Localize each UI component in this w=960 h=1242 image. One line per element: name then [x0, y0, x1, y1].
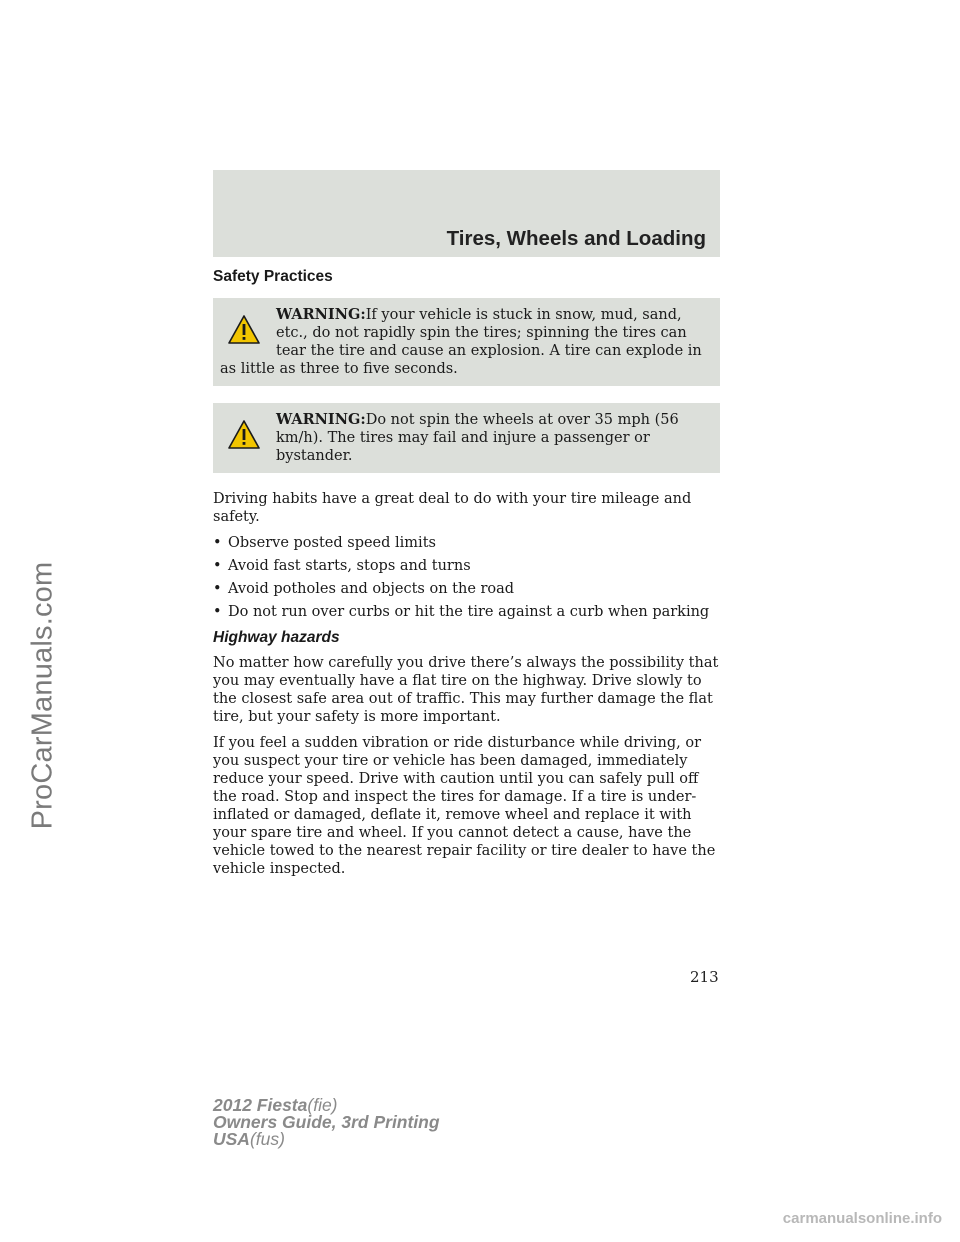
- bullet-mark: •: [213, 604, 222, 620]
- footer-model-code: (fie): [307, 1095, 338, 1115]
- warning-triangle-icon: [228, 314, 260, 346]
- list-item-text: Do not run over curbs or hit the tire against a curb when parking: [228, 604, 710, 620]
- chapter-header-band: [213, 170, 720, 257]
- chapter-title: Tires, Wheels and Loading: [446, 227, 706, 250]
- list-item-text: Avoid potholes and objects on the road: [228, 581, 515, 597]
- bottom-watermark: carmanualsonline.info: [782, 1210, 942, 1227]
- footer-line: Owners Guide, 3rd Printing: [213, 1112, 440, 1132]
- bullet-mark: •: [213, 581, 222, 597]
- list-item: [213, 603, 720, 621]
- warning-box-1: [213, 298, 720, 386]
- intro-paragraph: Driving habits have a great deal to do with your tire mileage and safety.: [213, 491, 692, 525]
- side-watermark: [22, 375, 64, 1015]
- warning-triangle-icon: [228, 419, 260, 451]
- list-item: [213, 580, 720, 598]
- footer-line: [213, 1131, 440, 1148]
- warning-text: Do not spin the wheels at over 35 mph (56 km/h). The tires may fail and injure a passenger or bystander.: [276, 412, 679, 464]
- warning-label: WARNING:: [276, 411, 366, 428]
- document-footer: [213, 1097, 440, 1148]
- body-paragraph: If you feel a sudden vibration or ride disturbance while driving, or you suspect your tire or vehicle has been damaged, immediately reduce your speed. Drive with caution until you can safely pull off the road. Stop and inspect the tires for damage. If a tire is under-inflated or damaged, deflate it, remove wheel and replace it with your spare tire and wheel. If you cannot detect a cause, have the vehicle towed to the nearest repair facility or tire dealer to have the vehicle inspected.: [213, 735, 716, 877]
- list-item: [213, 534, 720, 552]
- warning-label: WARNING:: [276, 306, 366, 323]
- warning-box-2: [213, 403, 720, 473]
- warning-text: If your vehicle is stuck in snow, mud, sand, etc., do not rapidly spin the tires; spinning the tires can tear the tire and cause an explosion. A tire can explode in as little as three to five seconds.: [220, 307, 702, 377]
- bullet-mark: •: [213, 558, 222, 574]
- section-heading: Safety Practices: [213, 268, 333, 285]
- list-item-text: Observe posted speed limits: [228, 535, 436, 551]
- driving-habits-list: [213, 534, 720, 621]
- sub-heading: Highway hazards: [213, 629, 340, 646]
- side-watermark-text: ProCarManuals.com: [26, 561, 59, 829]
- body-paragraph: No matter how carefully you drive there’s always the possibility that you may eventually have a flat tire on the highway. Drive slowly to the closest safe area out of traffic. This may further damage the flat tire, but your safety is more important.: [213, 655, 719, 725]
- page-content: [213, 268, 720, 886]
- bullet-mark: •: [213, 535, 222, 551]
- list-item: [213, 557, 720, 575]
- footer-model: 2012 Fiesta: [213, 1095, 308, 1115]
- page-number: 213: [690, 968, 719, 986]
- footer-region-code: (fus): [249, 1129, 285, 1149]
- footer-region: USA: [213, 1129, 250, 1149]
- list-item-text: Avoid fast starts, stops and turns: [228, 558, 471, 574]
